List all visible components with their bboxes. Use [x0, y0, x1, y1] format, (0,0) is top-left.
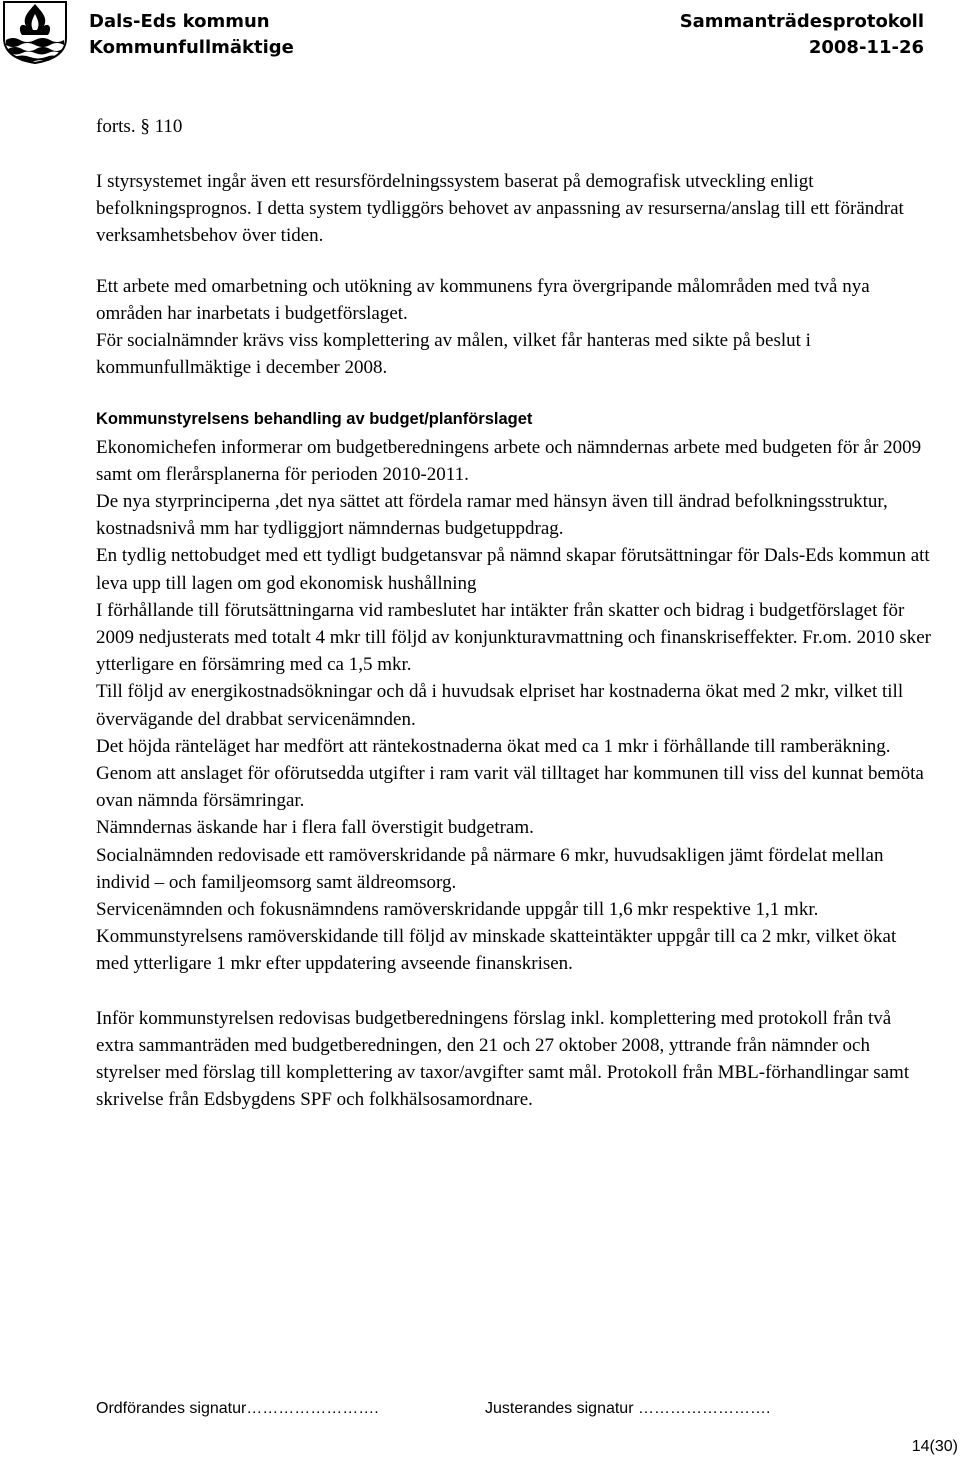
- meeting-date: 2008-11-26: [808, 37, 924, 58]
- paragraph-net-budget: En tydlig nettobudget med ett tydligt budgetansvar på nämnd skapar förutsättningar för Dals-Eds kommun att leva upp till lagen om god ekonomisk hushållning: [96, 545, 930, 594]
- coat-of-arms-logo: [2, 0, 68, 64]
- adjuster-signature-line: Justerandes signatur …………………….: [485, 1400, 771, 1417]
- paragraph-resource-system: I styrsystemet ingår även ett resursfördelningssystem baserat på demografisk utveckling enligt befolkningsprognos. I detta system tydliggörs behovet av anpassning av resurserna/anslag till ett förändrat verksamhetsbehov över tiden.: [96, 171, 904, 247]
- paragraph-energy-costs: Till följd av energikostnadsökningar och då i huvudsak elpriset har kostnaderna ökat med 2 mkr, vilket till övervägande del drabbat servicenämnden.: [96, 681, 904, 730]
- paragraph-board-presentation: Inför kommunstyrelsen redovisas budgetberedningens förslag inkl. komplettering med protokoll från två extra sammanträden med budgetberedningen, den 21 och 27 oktober 2008, yttrande från nämnder och styrelser med förslag till komplettering av taxor/avgifter samt mål. Protokoll från MBL-förhandlingar samt skrivelse från Edsbygdens SPF och folkhälsosamordnare.: [96, 1007, 910, 1111]
- municipality-name: Dals-Eds kommun: [89, 11, 270, 32]
- paragraph-contingency: Genom att anslaget för oförutsedda utgifter i ram varit väl tilltaget har kommunen till viss del kunnat bemöta ovan nämnda försämringar.: [96, 763, 924, 812]
- paragraph-board-overrun: Kommunstyrelsens ramöverskidande till följd av minskade skatteintäkter uppgår till ca 2 mkr, vilket ökat med ytterligare 1 mkr efter uppdatering avseende finanskrisen.: [96, 926, 897, 975]
- document-type: Sammanträdesprotokoll: [679, 11, 924, 32]
- paragraph-goal-areas: Ett arbete med omarbetning och utökning av kommunens fyra övergripande målområden med två nya områden har inarbetats i budgetförslaget.: [96, 275, 870, 324]
- paragraph-service-overrun: Servicenämnden och fokusnämndens ramöverskridande uppgår till 1,6 mkr respektive 1,1 mkr.: [96, 899, 819, 921]
- page-number: 14(30): [911, 1438, 958, 1455]
- paragraph-requests: Nämndernas äskande har i flera fall överstigit budgetram.: [96, 817, 534, 839]
- paragraph-finance-chief: Ekonomichefen informerar om budgetberedningens arbete och nämndernas arbete med budgeten för år 2009 samt om flerårsplanerna för perioden 2010-2011.: [96, 436, 922, 485]
- section-reference: forts. § 110: [96, 116, 183, 137]
- paragraph-principles: De nya styrprinciperna ,det nya sättet att fördela ramar med hänsyn även till ändrad befolkningsstruktur, kostnadsnivå mm har tydliggjort nämndernas budgetuppdrag.: [96, 491, 888, 540]
- section-heading: Kommunstyrelsens behandling av budget/planförslaget: [96, 410, 533, 429]
- paragraph-social-overrun: Socialnämnden redovisade ett ramöverskridande på närmare 6 mkr, huvudsakligen jämt fördelat mellan individ – och familjeomsorg samt äldreomsorg.: [96, 844, 884, 893]
- paragraph-tax-revenue: I förhållande till förutsättningarna vid rambeslutet har intäkter från skatter och bidrag i budgetförslaget för 2009 nedjusterats med totalt 4 mkr till följd av konjunkturavmattning och finanskriseffekter. Fr.om. 2010 sker ytterligare en försämring med ca 1,5 mkr.: [96, 599, 931, 676]
- paragraph-social-committees: För socialnämnder krävs viss komplettering av målen, vilket får hanteras med sikte på beslut i kommunfullmäktige i december 2008.: [96, 330, 811, 379]
- chair-signature-line: Ordförandes signatur…………………….: [96, 1400, 379, 1417]
- document-body: [96, 168, 931, 1114]
- paragraph-interest-rate: Det höjda ränteläget har medfört att räntekostnaderna ökat med ca 1 mkr i förhållande till ramberäkning.: [96, 735, 891, 757]
- council-name: Kommunfullmäktige: [89, 37, 294, 58]
